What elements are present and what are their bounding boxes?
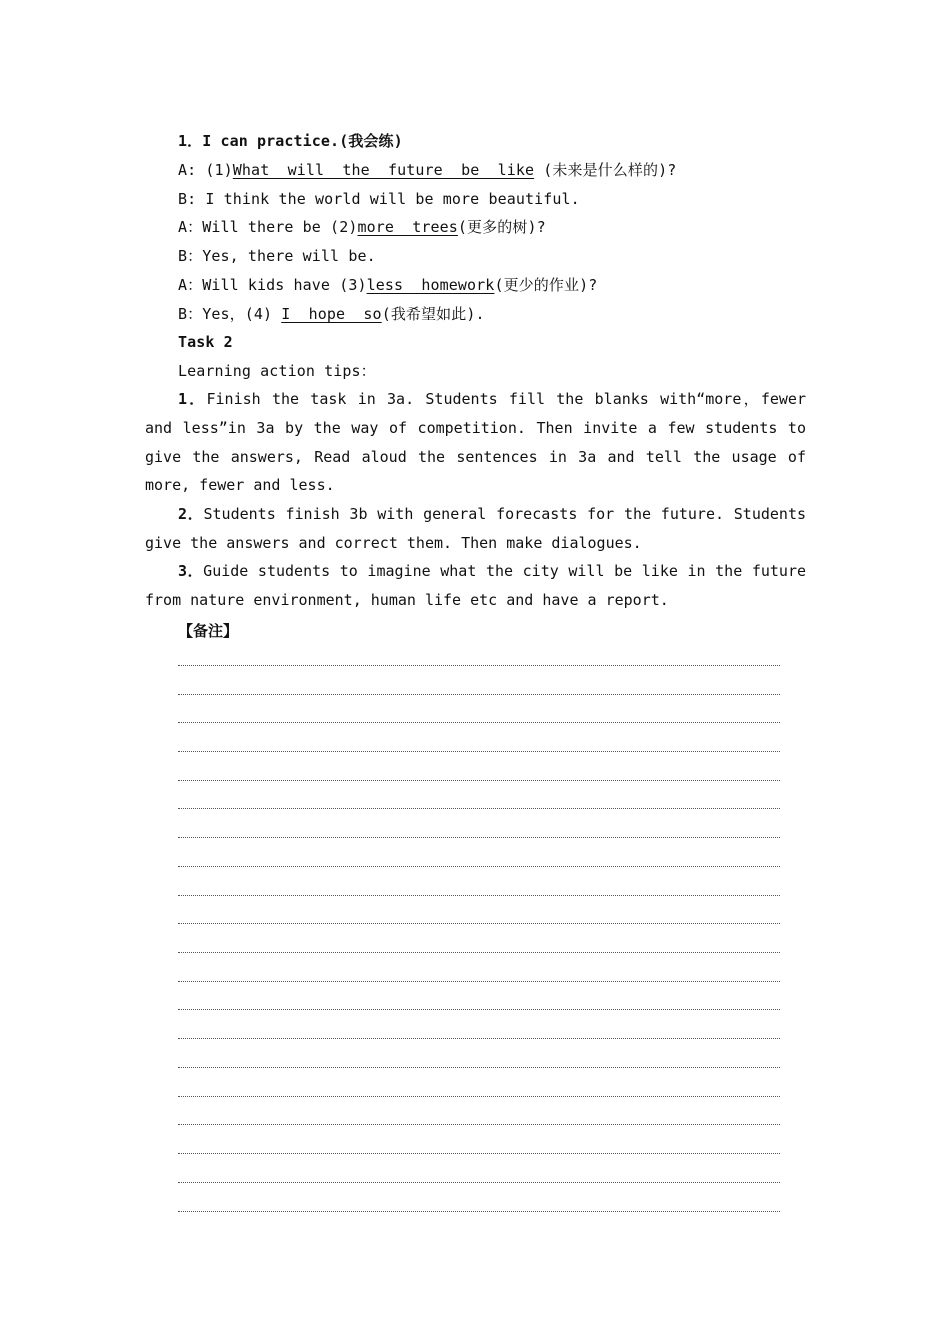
answer-2: more trees: [357, 218, 458, 236]
practice-heading: 1．I can practice.(我会练): [178, 132, 403, 150]
note-line[interactable]: [178, 981, 780, 982]
note-line[interactable]: [178, 665, 780, 666]
dialogue-line-5: A：Will kids have (3)less homework(更少的作业)?: [178, 276, 598, 294]
tip-1: 1．Finish the task in 3a. Students fill the blanks with“more，fewer and less”in 3a by the way of competition. Then invite a few students to give the answers, Read aloud the sentences in 3a and tell the usage of more, fewer and less.: [145, 390, 806, 495]
dialogue-line-3: A：Will there be (2)more trees(更多的树)?: [178, 218, 546, 236]
note-line[interactable]: [178, 694, 780, 695]
tip-3: 3．Guide students to imagine what the city will be like in the future from nature environment, human life etc and have a report.: [145, 562, 807, 609]
answer-3: less homework: [366, 276, 495, 294]
dialogue-line-6: B：Yes，(4) I hope so(我希望如此).: [178, 305, 485, 323]
note-line[interactable]: [178, 837, 780, 838]
note-line[interactable]: [178, 1124, 780, 1125]
note-line[interactable]: [178, 1211, 780, 1212]
tip-2: 2．Students finish 3b with general forecasts for the future. Students give the answers and correct them. Then make dialogues.: [145, 505, 807, 552]
note-line[interactable]: [178, 1153, 780, 1154]
note-line[interactable]: [178, 1096, 780, 1097]
tips-label: Learning action tips：: [178, 362, 376, 380]
notes-label: 【备注】: [178, 622, 239, 640]
note-line[interactable]: [178, 923, 780, 924]
note-line[interactable]: [178, 780, 780, 781]
note-line[interactable]: [178, 751, 780, 752]
dialogue-line-2: B: I think the world will be more beautiful.: [178, 190, 580, 208]
answer-1: What will the future be like: [232, 161, 535, 179]
dialogue-line-1: A: (1)What will the future be like (未来是什么样的)?: [178, 161, 677, 179]
task2-heading: Task 2: [178, 333, 233, 351]
note-line[interactable]: [178, 895, 780, 896]
note-line[interactable]: [178, 1009, 780, 1010]
note-line[interactable]: [178, 866, 780, 867]
note-line[interactable]: [178, 722, 780, 723]
note-line[interactable]: [178, 952, 780, 953]
note-line[interactable]: [178, 1067, 780, 1068]
note-line[interactable]: [178, 1182, 780, 1183]
note-line[interactable]: [178, 808, 780, 809]
dialogue-line-4: B：Yes, there will be.: [178, 247, 376, 265]
note-line[interactable]: [178, 1038, 780, 1039]
answer-4: I hope so: [281, 305, 382, 323]
